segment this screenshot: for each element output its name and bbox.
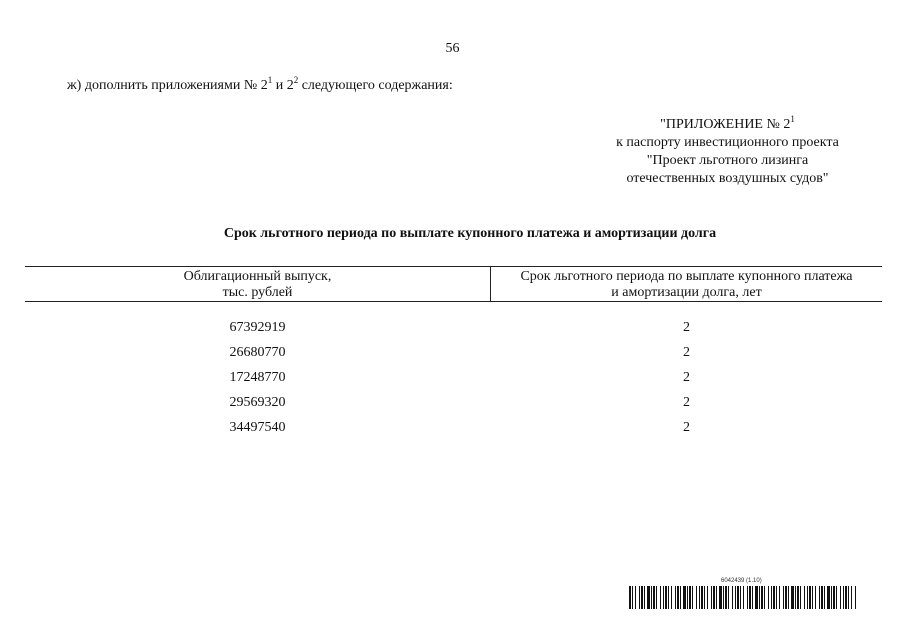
appendix-line-3: "Проект льготного лизинга [646, 153, 809, 168]
column-header-bond-issue [25, 269, 490, 301]
amendment-mid: и 2 [272, 78, 294, 93]
grace-period-value: 2 [683, 320, 690, 335]
appendix-heading [595, 116, 860, 188]
bond-issue-value: 29569320 [229, 395, 286, 410]
amendment-prefix: ж) дополнить приложениями № 2 [67, 78, 268, 93]
table-row [0, 370, 905, 395]
column-header-line-2: и амортизации долга, лет [611, 285, 762, 300]
bond-issue-value: 67392919 [229, 320, 286, 335]
appendix-line-4: отечественных воздушных судов" [626, 171, 829, 186]
amendment-suffix: следующего содержания: [298, 78, 453, 93]
grace-period-value: 2 [683, 420, 690, 435]
table-top-rule [25, 266, 882, 267]
grace-period-value: 2 [683, 395, 690, 410]
table-row [0, 395, 905, 420]
column-header-line-1: Срок льготного периода по выплате купонного платежа [520, 269, 853, 284]
column-header-line-1: Облигационный выпуск, [183, 269, 332, 284]
barcode-bars [629, 586, 857, 609]
appendix-title [595, 116, 860, 134]
bond-issue-value: 17248770 [229, 370, 286, 385]
column-header-line-2: тыс. рублей [222, 285, 293, 300]
amendment-sup-2: 2 [293, 75, 299, 85]
appendix-line-2: к паспорту инвестиционного проекта [616, 135, 839, 150]
amendment-sup-1: 1 [267, 75, 273, 85]
table-row [0, 345, 905, 370]
appendix-title-text: "ПРИЛОЖЕНИЕ № 2 [660, 117, 791, 132]
table-title: Срок льготного периода по выплате купонного платежа и амортизации долга [223, 226, 717, 241]
bond-issue-value: 34497540 [229, 420, 286, 435]
amendment-text [67, 75, 453, 94]
grace-period-value: 2 [683, 345, 690, 360]
table-header-bottom-rule [25, 301, 882, 302]
bond-issue-value: 26680770 [229, 345, 286, 360]
barcode-label: 6042439 (1.10) [721, 578, 762, 584]
document-barcode [629, 578, 857, 610]
column-header-grace-period [491, 269, 882, 301]
grace-period-value: 2 [683, 370, 690, 385]
page-number: 56 [445, 41, 460, 56]
table-row [0, 320, 905, 345]
table-body [0, 320, 905, 445]
table-row [0, 420, 905, 445]
appendix-title-sup: 1 [790, 114, 795, 124]
